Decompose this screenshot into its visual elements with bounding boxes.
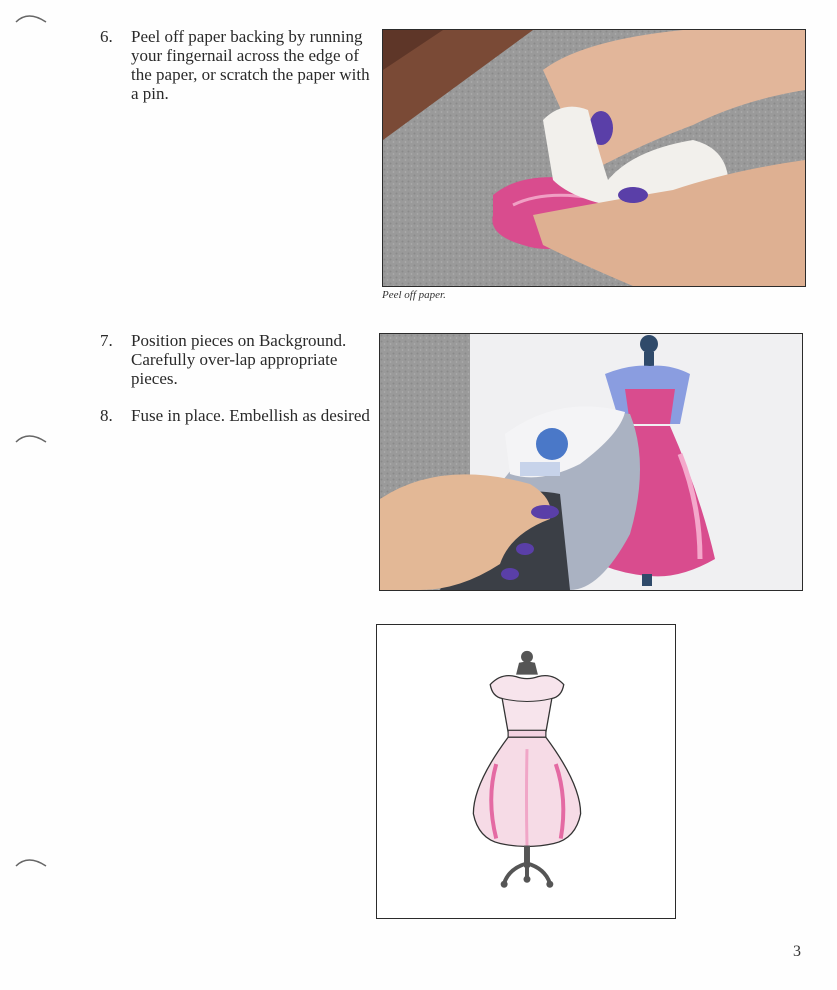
binder-hole-icon xyxy=(14,852,48,874)
step-text: Peel off paper backing by running your fingernail across the edge of the paper, or scratch the paper with a pin. xyxy=(131,27,370,103)
page-number: 3 xyxy=(793,943,801,960)
step-8 xyxy=(100,406,370,425)
step-text: Position pieces on Background. Carefully over-lap appropriate pieces. xyxy=(131,331,347,388)
step-text: Fuse in place. Embellish as desired xyxy=(131,406,370,425)
photo-fuse-iron xyxy=(379,333,803,591)
step-number: 7. xyxy=(100,331,113,350)
binder-hole-icon xyxy=(14,8,48,30)
dress-form-illustration xyxy=(376,624,676,919)
dress-form-icon xyxy=(377,625,675,918)
binder-hole-icon xyxy=(14,428,48,450)
photo-peel-paper xyxy=(382,29,806,287)
step-number: 8. xyxy=(100,406,113,425)
step-7 xyxy=(100,331,370,388)
step-number: 6. xyxy=(100,27,113,46)
photo-caption: Peel off paper. xyxy=(382,289,446,301)
step-6 xyxy=(100,27,370,103)
